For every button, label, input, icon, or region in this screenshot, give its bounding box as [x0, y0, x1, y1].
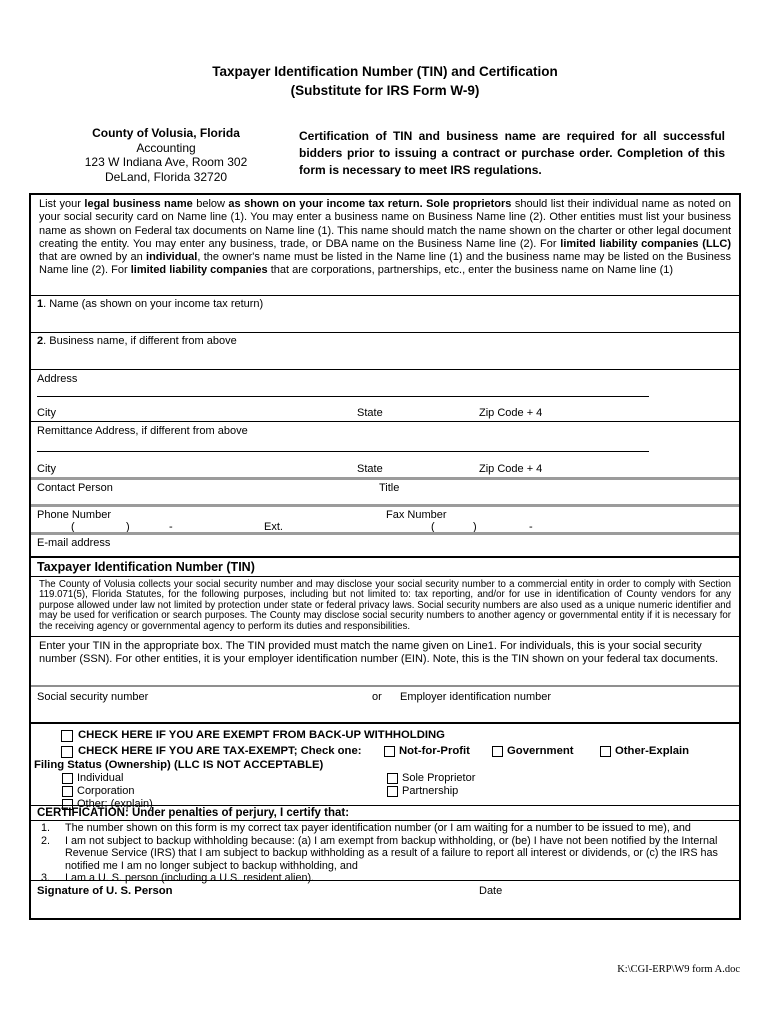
government-checkbox[interactable]: [492, 746, 503, 757]
other-explain-checkbox[interactable]: [600, 746, 611, 757]
exemption-and-filing-status-row: [31, 722, 739, 810]
address-field-row[interactable]: [31, 369, 739, 421]
contact-person-label: Contact Person: [37, 482, 113, 494]
ein-label: Employer identification number: [400, 691, 552, 703]
backup-withholding-exempt-label: CHECK HERE IF YOU ARE EXEMPT FROM BACK-UP WITHHOLDING: [78, 729, 445, 741]
other-explain-label: Other-Explain: [615, 745, 690, 757]
address-write-line[interactable]: [37, 396, 649, 397]
sole-proprietor-label: Sole Proprietor: [402, 772, 476, 784]
certification-item-text: I am a U. S. person (including a U.S. resident alien).: [65, 872, 315, 885]
certification-item: [31, 822, 733, 835]
email-field-row[interactable]: [31, 532, 739, 556]
page-title: [0, 62, 770, 100]
address-label: Address: [37, 373, 78, 385]
form-table: [29, 193, 741, 920]
state-label: State: [357, 407, 383, 419]
tin-instructions: Enter your TIN in the appropriate box. The TIN provided must match the name given on Line1. For individuals, this is your social security number (SSN). For other entities, it is your employer identification number (EIN). Note, this is the TIN shown on your federal tax documents.: [31, 636, 739, 685]
certification-header: CERTIFICATION: Under penalties of perjury, I certify that:: [31, 805, 739, 820]
signature-label: Signature of U. S. Person: [37, 885, 173, 897]
agency-dept: Accounting: [136, 140, 196, 155]
government-label: Government: [507, 745, 574, 757]
filing-status-label: Filing Status (Ownership) (LLC IS NOT ACCEPTABLE): [34, 759, 324, 771]
agency-street: 123 W Indiana Ave, Room 302: [84, 155, 248, 169]
fax-number-label: Fax Number: [386, 509, 447, 521]
remittance-city-label: City: [37, 463, 56, 475]
remittance-state-label: State: [357, 463, 383, 475]
partnership-label: Partnership: [402, 785, 459, 797]
individual-checkbox[interactable]: [62, 773, 73, 784]
name-field-row[interactable]: [31, 295, 739, 332]
date-label: Date: [479, 885, 503, 897]
certification-item-number: 3.: [41, 872, 51, 885]
city-label: City: [37, 407, 56, 419]
remittance-address-field-row[interactable]: [31, 421, 739, 477]
email-label: E-mail address: [37, 537, 111, 549]
certification-item-number: 2.: [41, 834, 51, 847]
tax-exempt-label: CHECK HERE IF YOU ARE TAX-EXEMPT; Check one:: [78, 745, 362, 757]
phone-paren-close: ): [126, 521, 130, 533]
business-name-field-label: 2. Business name, if different from above: [37, 335, 237, 347]
contact-person-field-row[interactable]: [31, 477, 739, 504]
name-field-label: 1. Name (as shown on your income tax return): [37, 298, 264, 310]
business-name-field-row[interactable]: [31, 332, 739, 369]
ssn-label: Social security number: [37, 691, 149, 703]
ssn-privacy-notice: The County of Volusia collects your social security number and may disclose your social security number to a commercial entity in order to comply with Section 119.071(5), Florida Statutes, for the following purposes, including but not limited to: tax reporting, and/or for use in identification of County vendors for any purpose allowed under law not limited by protection under state or federal privacy laws. Social security numbers are also used as a unique numeric identifier and may be used for verification or search purposes. The County may disclose social security numbers to another agency or governmental entity if it is necessary for the receiving agency or governmental agency to perform its duties and responsibilities.: [31, 576, 739, 636]
or-label: or: [372, 691, 382, 703]
title-label: Title: [379, 482, 400, 494]
fax-paren-close: ): [473, 521, 477, 533]
individual-label: Individual: [77, 772, 124, 784]
signature-field-row[interactable]: [31, 880, 739, 918]
remittance-address-label: Remittance Address, if different from above: [37, 425, 248, 437]
certification-requirement-note: Certification of TIN and business name are required for all successful bidders prior to issuing a contract or purchase order. Completion of this form is necessary to meet IRS regulations.: [299, 129, 725, 177]
backup-withholding-exempt-checkbox[interactable]: [61, 730, 73, 742]
phone-ext-label: Ext.: [264, 521, 283, 533]
certification-item: [31, 835, 733, 873]
sole-proprietor-checkbox[interactable]: [387, 773, 398, 784]
phone-number-label: Phone Number: [37, 509, 111, 521]
zip-label: Zip Code + 4: [479, 407, 543, 419]
agency-address-block: [55, 126, 277, 184]
agency-city: DeLand, Florida 32720: [104, 169, 228, 184]
fax-paren-open: (: [431, 521, 435, 533]
certification-item-number: 1.: [41, 822, 51, 834]
remittance-zip-label: Zip Code + 4: [479, 463, 543, 475]
phone-paren-open: (: [71, 521, 75, 533]
phone-dash: -: [169, 521, 173, 533]
certification-item-text: I am not subject to backup withholding because: (a) I am exempt from backup withholding, or (be) I have not been notified by the Internal Revenue Service (IRS) that I am subject to backup withholding as a result of a failure to report all interest or dividends, or (c) the IRS has notified me I am no longer subject to backup withholding, and: [65, 834, 718, 872]
corporation-label: Corporation: [77, 785, 135, 797]
not-for-profit-checkbox[interactable]: [384, 746, 395, 757]
partnership-checkbox[interactable]: [387, 786, 398, 797]
remittance-write-line[interactable]: [37, 451, 649, 452]
title-line-2: (Substitute for IRS Form W-9): [290, 83, 480, 98]
other-filing-label: Other: (explain): [77, 798, 153, 810]
intro-instructions: List your legal business name below as shown on your income tax return. Sole proprietors should list their individual name as noted on your social security card on Name line (1). You may enter a business name on Business Name line (2). Other entities must list your business name as shown on Federal tax documents on Name line (1). This name should match the name shown on the charter or other legal document creating the entity. You may enter any business, trade, or DBA name on the Business Name line (2). For limited liability companies (LLC) that are owned by an individual, the owner's name must be listed in the Name line (1) and the business name may be listed on the Business Name line (2). For limited liability companies that are corporations, partnerships, etc., enter the business name on Name line (1): [39, 198, 731, 277]
certification-items: [31, 820, 739, 885]
tax-exempt-checkbox[interactable]: [61, 746, 73, 758]
title-line-1: Taxpayer Identification Number (TIN) and Certification: [212, 64, 558, 79]
agency-name: County of Volusia, Florida: [92, 126, 240, 140]
not-for-profit-label: Not-for-Profit: [399, 745, 470, 757]
corporation-checkbox[interactable]: [62, 786, 73, 797]
footer-file-path: K:\CGI-ERP\W9 form A.doc: [617, 964, 740, 975]
tin-entry-row[interactable]: [31, 685, 739, 722]
phone-fax-field-row[interactable]: [31, 504, 739, 532]
tin-section-header: Taxpayer Identification Number (TIN): [31, 556, 739, 576]
fax-dash: -: [529, 521, 533, 533]
certification-item-text: The number shown on this form is my correct tax payer identification number (or I am waiting for a number to be issued to me), and: [65, 822, 691, 834]
